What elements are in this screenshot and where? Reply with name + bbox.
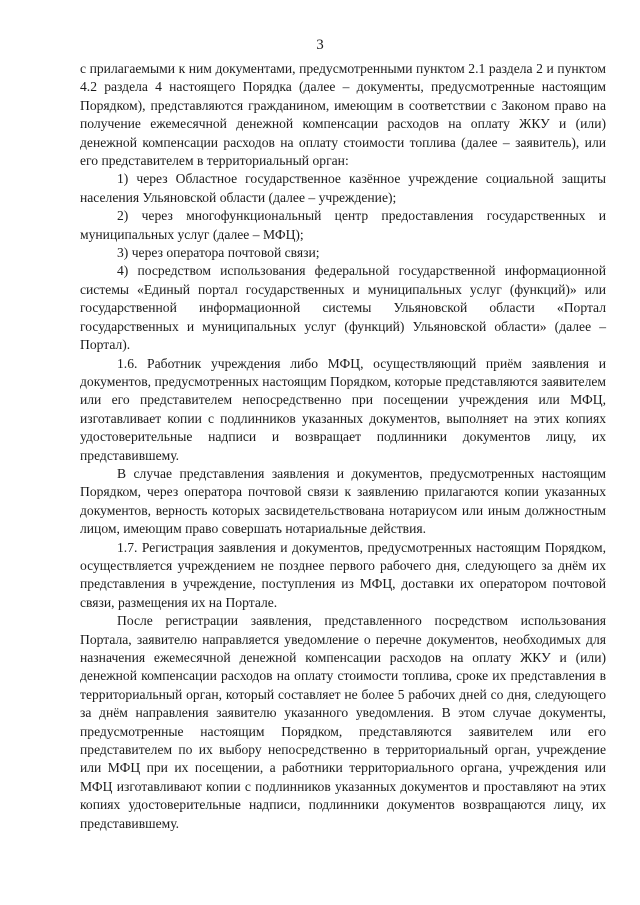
list-item-2: 2) через многофункциональный центр предоставления государственных и муниципальных услуг (далее – МФЦ); bbox=[80, 208, 606, 242]
list-item-4: 4) посредством использования федеральной государственной информационной системы «Единый портал государственных и муниципальных услуг (функций)» или государственной информационной системы Ульяновской области «Портал государственных и муниципальных услуг (функций) Ульяновской области» (далее – Портал). bbox=[80, 263, 606, 353]
paragraph-intro: с прилагаемыми к ним документами, предусмотренными пунктом 2.1 раздела 2 и пунктом 4.2 раздела 4 настоящего Порядка (далее – документы, предусмотренные настоящим Порядком), представляются гражданином, имеющим в соответствии с Законом право на получение ежемесячной денежной компенсации расходов на оплату ЖКУ и (или) денежной компенсации расходов на оплату стоимости топлива (далее – заявитель), или его представителем в территориальный орган: bbox=[80, 61, 606, 169]
paragraph-1-7: 1.7. Регистрация заявления и документов, предусмотренных настоящим Порядком, осуществляется учреждением не позднее первого рабочего дня, следующего за днём их представления в учреждение, поступления из МФЦ, доставки их оператором почтовой связи, размещения их на Портале. bbox=[80, 539, 606, 610]
paragraph-postal: В случае представления заявления и документов, предусмотренных настоящим Порядком, через оператора почтовой связи к заявлению прилагаются копии указанных документов, верность которых засвидетельствована нотариусом или иным должностным лицом, имеющим право совершать нотариальные действия. bbox=[80, 465, 606, 537]
paragraph-1-6: 1.6. Работник учреждения либо МФЦ, осуществляющий приём заявления и документов, предусмотренных настоящим Порядком, которые представляются заявителем или его представителем непосредственно при посещении учреждения или МФЦ, изготавливает копии с подлинников указанных документов, выполняет на этих копиях удостоверительные надписи и возвращает подлинники документов лицу, их представившему. bbox=[80, 355, 606, 463]
paragraph-portal: После регистрации заявления, представленного посредством использования Портала, заявителю направляется уведомление о перечне документов, необходимых для назначения ежемесячной денежной компенсации расходов на оплату ЖКУ и (или) денежной компенсации расходов на оплату стоимости топлива, сроке их представления в территориальный орган, который составляет не более 5 рабочих дней со дня, следующего за днём направления заявителю указанного уведомления. В этом случае документы, предусмотренные настоящим Порядком, представляются заявителем или его представителем по их выбору непосредственно в территориальный орган, учреждение или МФЦ при их посещении, а работники территориального органа, учреждения или МФЦ изготавливают копии с подлинников указанных документов и проставляют на этих копиях удостоверительные надписи, подлинники документов возвращаются лицу, их представившему. bbox=[80, 613, 606, 831]
page-number: 3 bbox=[316, 37, 324, 53]
document-body bbox=[80, 60, 606, 833]
list-item-3: 3) через оператора почтовой связи; bbox=[117, 245, 320, 261]
list-item-1: 1) через Областное государственное казённое учреждение социальной защиты населения Ульяновской области (далее – учреждение); bbox=[80, 171, 606, 205]
